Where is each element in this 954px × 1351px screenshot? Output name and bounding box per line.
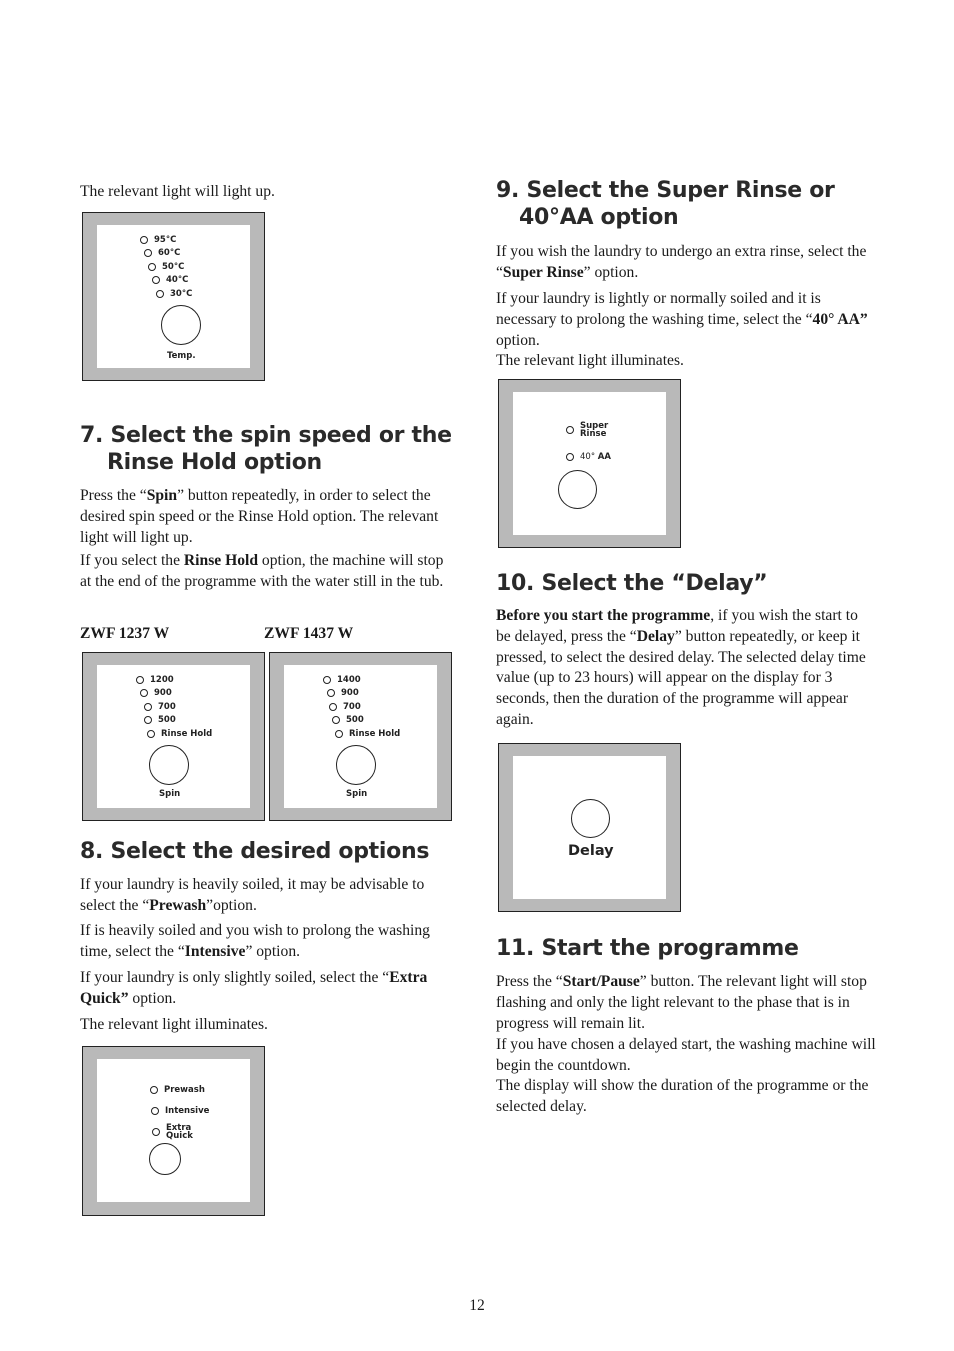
section-11-paragraph-1: Press the “Start/Pause” button. The relevant light will stop flashing and only the light relevant to the phase that is in progress will remain lit. (496, 973, 867, 1032)
indicator-light-icon (140, 689, 148, 697)
indicator-light-icon (151, 1107, 159, 1115)
section-11-title: Start the programme (541, 936, 799, 961)
delay-knob-label: Delay (568, 843, 614, 859)
indicator-light-icon (144, 703, 152, 711)
spin-b-lamp-2: 900 (327, 688, 359, 698)
extra-quick-lamp: Extra Quick (152, 1124, 193, 1140)
indicator-light-icon (335, 730, 343, 738)
section-8-number: 8. (80, 839, 104, 864)
super-rinse-lamp: Super Rinse (566, 422, 608, 438)
section-10-paragraph-1: Before you start the programme, if you wish the start to be delayed, press the “Delay” button repeatedly, or keep it pressed, to select the desired delay. The selected delay time value (up to 23 hours) will appear on the display for 3 seconds, then the duration of the programme will appear again. (496, 607, 866, 728)
spin-a-lamp-2: 900 (140, 688, 172, 698)
forty-aa-lamp: 40° AA (566, 452, 611, 462)
section-8-title: Select the desired options (110, 839, 430, 864)
section-9-paragraph-3: The relevant light illuminates. (496, 352, 684, 369)
spin-b-lamp-4: 500 (332, 715, 364, 725)
temp-lamp-50: 50°C (148, 262, 184, 272)
temp-lamp-40: 40°C (152, 275, 188, 285)
temp-lamp-30: 30°C (156, 289, 192, 299)
spin-a-lamp-1: 1200 (136, 675, 174, 685)
section-7-title-line1: Select the spin speed or the (110, 423, 452, 448)
page-number: 12 (469, 1297, 485, 1314)
indicator-light-icon (566, 453, 574, 461)
indicator-light-icon (152, 276, 160, 284)
indicator-light-icon (136, 676, 144, 684)
temp-lamp-95: 95°C (140, 235, 176, 245)
spin-b-lamp-1: 1400 (323, 675, 361, 685)
indicator-light-icon (566, 426, 574, 434)
options-knob-icon (149, 1143, 181, 1175)
section-9-paragraph-2: If your laundry is lightly or normally soiled and it is necessary to prolong the washing time, select the “40° AA” option. (496, 290, 868, 349)
section-9-paragraph-1: If you wish the laundry to undergo an extra rinse, select the “Super Rinse” option. (496, 243, 867, 281)
indicator-light-icon (156, 290, 164, 298)
delay-knob-icon (571, 799, 610, 838)
super-rinse-panel (498, 379, 681, 548)
section-7-number: 7. (80, 423, 104, 448)
model-label-a: ZWF 1237 W (80, 625, 170, 642)
section-10-number: 10. (496, 571, 535, 596)
section-11-heading (496, 935, 799, 962)
section-11-number: 11. (496, 936, 535, 961)
spin-a-lamp-4: 500 (144, 715, 176, 725)
section-7-heading (80, 422, 452, 476)
model-label-b: ZWF 1437 W (264, 625, 354, 642)
section-8-paragraph-4: The relevant light illuminates. (80, 1016, 268, 1033)
spin-knob-label: Spin (346, 789, 368, 799)
section-10-heading (496, 570, 767, 597)
indicator-light-icon (329, 703, 337, 711)
spin-panel-b (269, 652, 452, 821)
section-11-paragraph-2: If you have chosen a delayed start, the washing machine will begin the countdown. (496, 1036, 876, 1074)
indicator-light-icon (140, 236, 148, 244)
spin-knob-label: Spin (159, 789, 181, 799)
options-panel (82, 1046, 265, 1216)
indicator-light-icon (332, 716, 340, 724)
indicator-light-icon (144, 249, 152, 257)
indicator-light-icon (148, 263, 156, 271)
indicator-light-icon (152, 1128, 160, 1136)
section-8-heading (80, 838, 429, 865)
section-11-paragraph-3: The display will show the duration of the programme or the selected delay. (496, 1077, 869, 1115)
spin-knob-icon (336, 745, 376, 785)
section-8-paragraph-2: If is heavily soiled and you wish to prolong the washing time, select the “Intensive” option. (80, 922, 430, 960)
section-9-number: 9. (496, 178, 520, 203)
indicator-light-icon (150, 1086, 158, 1094)
temp-intro: The relevant light will light up. (80, 183, 275, 200)
spin-a-lamp-3: 700 (144, 702, 176, 712)
spin-panel-a (82, 652, 265, 821)
section-9-title-line1: Select the Super Rinse or (526, 178, 835, 203)
spin-knob-icon (149, 745, 189, 785)
indicator-light-icon (144, 716, 152, 724)
intensive-lamp: Intensive (151, 1106, 209, 1116)
indicator-light-icon (327, 689, 335, 697)
section-8-paragraph-3: If your laundry is only slightly soiled, select the “Extra Quick” option. (80, 969, 428, 1007)
section-9-title-line2: 40°AA option (519, 205, 679, 230)
section-7-title-line2: Rinse Hold option (107, 450, 322, 475)
indicator-light-icon (147, 730, 155, 738)
section-8-paragraph-1: If your laundry is heavily soiled, it may be advisable to select the “Prewash”option. (80, 876, 425, 914)
section-9-heading (496, 177, 835, 231)
temp-lamp-60: 60°C (144, 248, 180, 258)
spin-a-lamp-rinse-hold: Rinse Hold (147, 729, 212, 739)
prewash-lamp: Prewash (150, 1085, 205, 1095)
super-rinse-knob-icon (558, 470, 597, 509)
spin-b-lamp-3: 700 (329, 702, 361, 712)
delay-panel (498, 743, 681, 912)
section-7-paragraph-1: Press the “Spin” button repeatedly, in order to select the desired spin speed or the Rinse Hold option. The relevant light will light up. (80, 487, 439, 546)
temp-knob-label: Temp. (167, 351, 196, 361)
indicator-light-icon (323, 676, 331, 684)
temp-knob-icon (161, 305, 201, 345)
temp-panel (82, 212, 265, 381)
spin-b-lamp-rinse-hold: Rinse Hold (335, 729, 400, 739)
section-7-paragraph-2: If you select the Rinse Hold option, the machine will stop at the end of the programme with the water still in the tub. (80, 552, 444, 590)
section-10-title: Select the “Delay” (541, 571, 768, 596)
